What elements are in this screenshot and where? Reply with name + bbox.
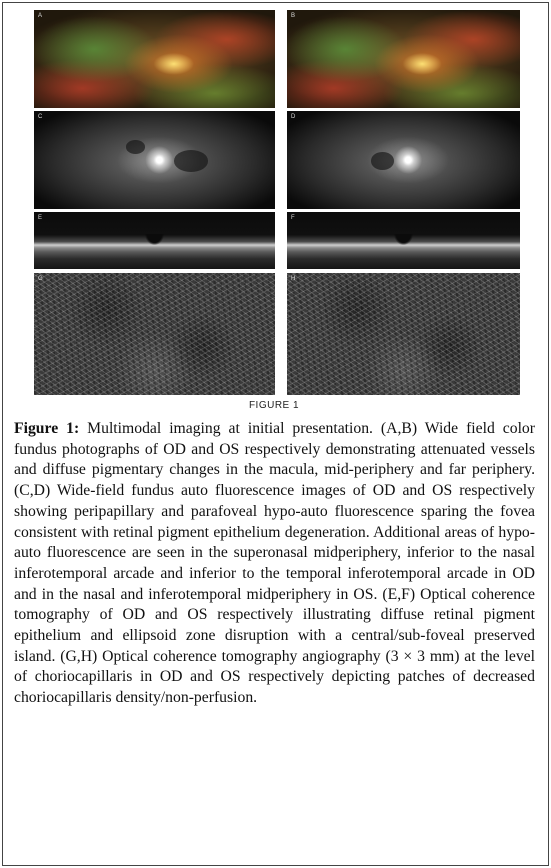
panel-letter: H	[291, 276, 296, 282]
panel-g-octa-od	[34, 273, 275, 395]
panel-b-color-fundus-os	[287, 10, 520, 108]
panel-h-octa-os	[287, 273, 520, 395]
panel-d-autofluorescence-os	[287, 111, 520, 209]
panel-letter: E	[38, 215, 43, 221]
hypo-autofluorescence-area	[371, 152, 394, 170]
panel-letter: D	[291, 114, 296, 120]
panel-f-oct-os	[287, 212, 520, 269]
panel-letter: B	[291, 13, 296, 19]
caption-text: Multimodal imaging at initial presentation. (A,B) Wide field color fundus photographs of OD and OS respectively demonstrating attenuated vessels and diffuse pigmentary changes in the macula, mid-periphery and far periphery. (C,D) Wide-field fundus auto fluorescence images of OD and OS respectively showing peripapillary and parafoveal hypo-auto fluorescence sparing the fovea consistent with retinal pigment epithelium degeneration. Additional areas of hypo-auto fluorescence are seen in the superonasal midperiphery, inferior to the nasal inferotemporal arcade and inferior to the temporal inferotemporal arcade in OD and in the nasal and inferotemporal midperiphery in OS. (E,F) Optical coherence tomography of OD and OS respectively illustrating diffuse retinal pigment epithelium and ellipsoid zone disruption with a central/sub-foveal preserved island. (G,H) Optical coherence tomography angiography (3 × 3 mm) at the level of choriocapillaris in OD and OS respectively depicting patches of decreased choriocapillaris density/non-perfusion.	[14, 420, 535, 707]
panel-a-color-fundus-od	[34, 10, 275, 108]
multimodal-imaging-figure	[28, 10, 520, 412]
panel-letter: F	[291, 215, 295, 221]
foveal-contour	[145, 234, 164, 245]
panel-letter: C	[38, 114, 43, 120]
panel-c-autofluorescence-od	[34, 111, 275, 209]
panel-letter: G	[38, 276, 43, 282]
figure-caption	[14, 419, 535, 709]
foveal-contour	[394, 234, 413, 245]
hypo-autofluorescence-area	[126, 140, 145, 154]
caption-label: Figure 1:	[14, 420, 80, 437]
figure-label: FIGURE 1	[248, 400, 300, 411]
panel-letter: A	[38, 13, 43, 19]
hypo-autofluorescence-area	[174, 150, 208, 172]
panel-e-oct-od	[34, 212, 275, 269]
